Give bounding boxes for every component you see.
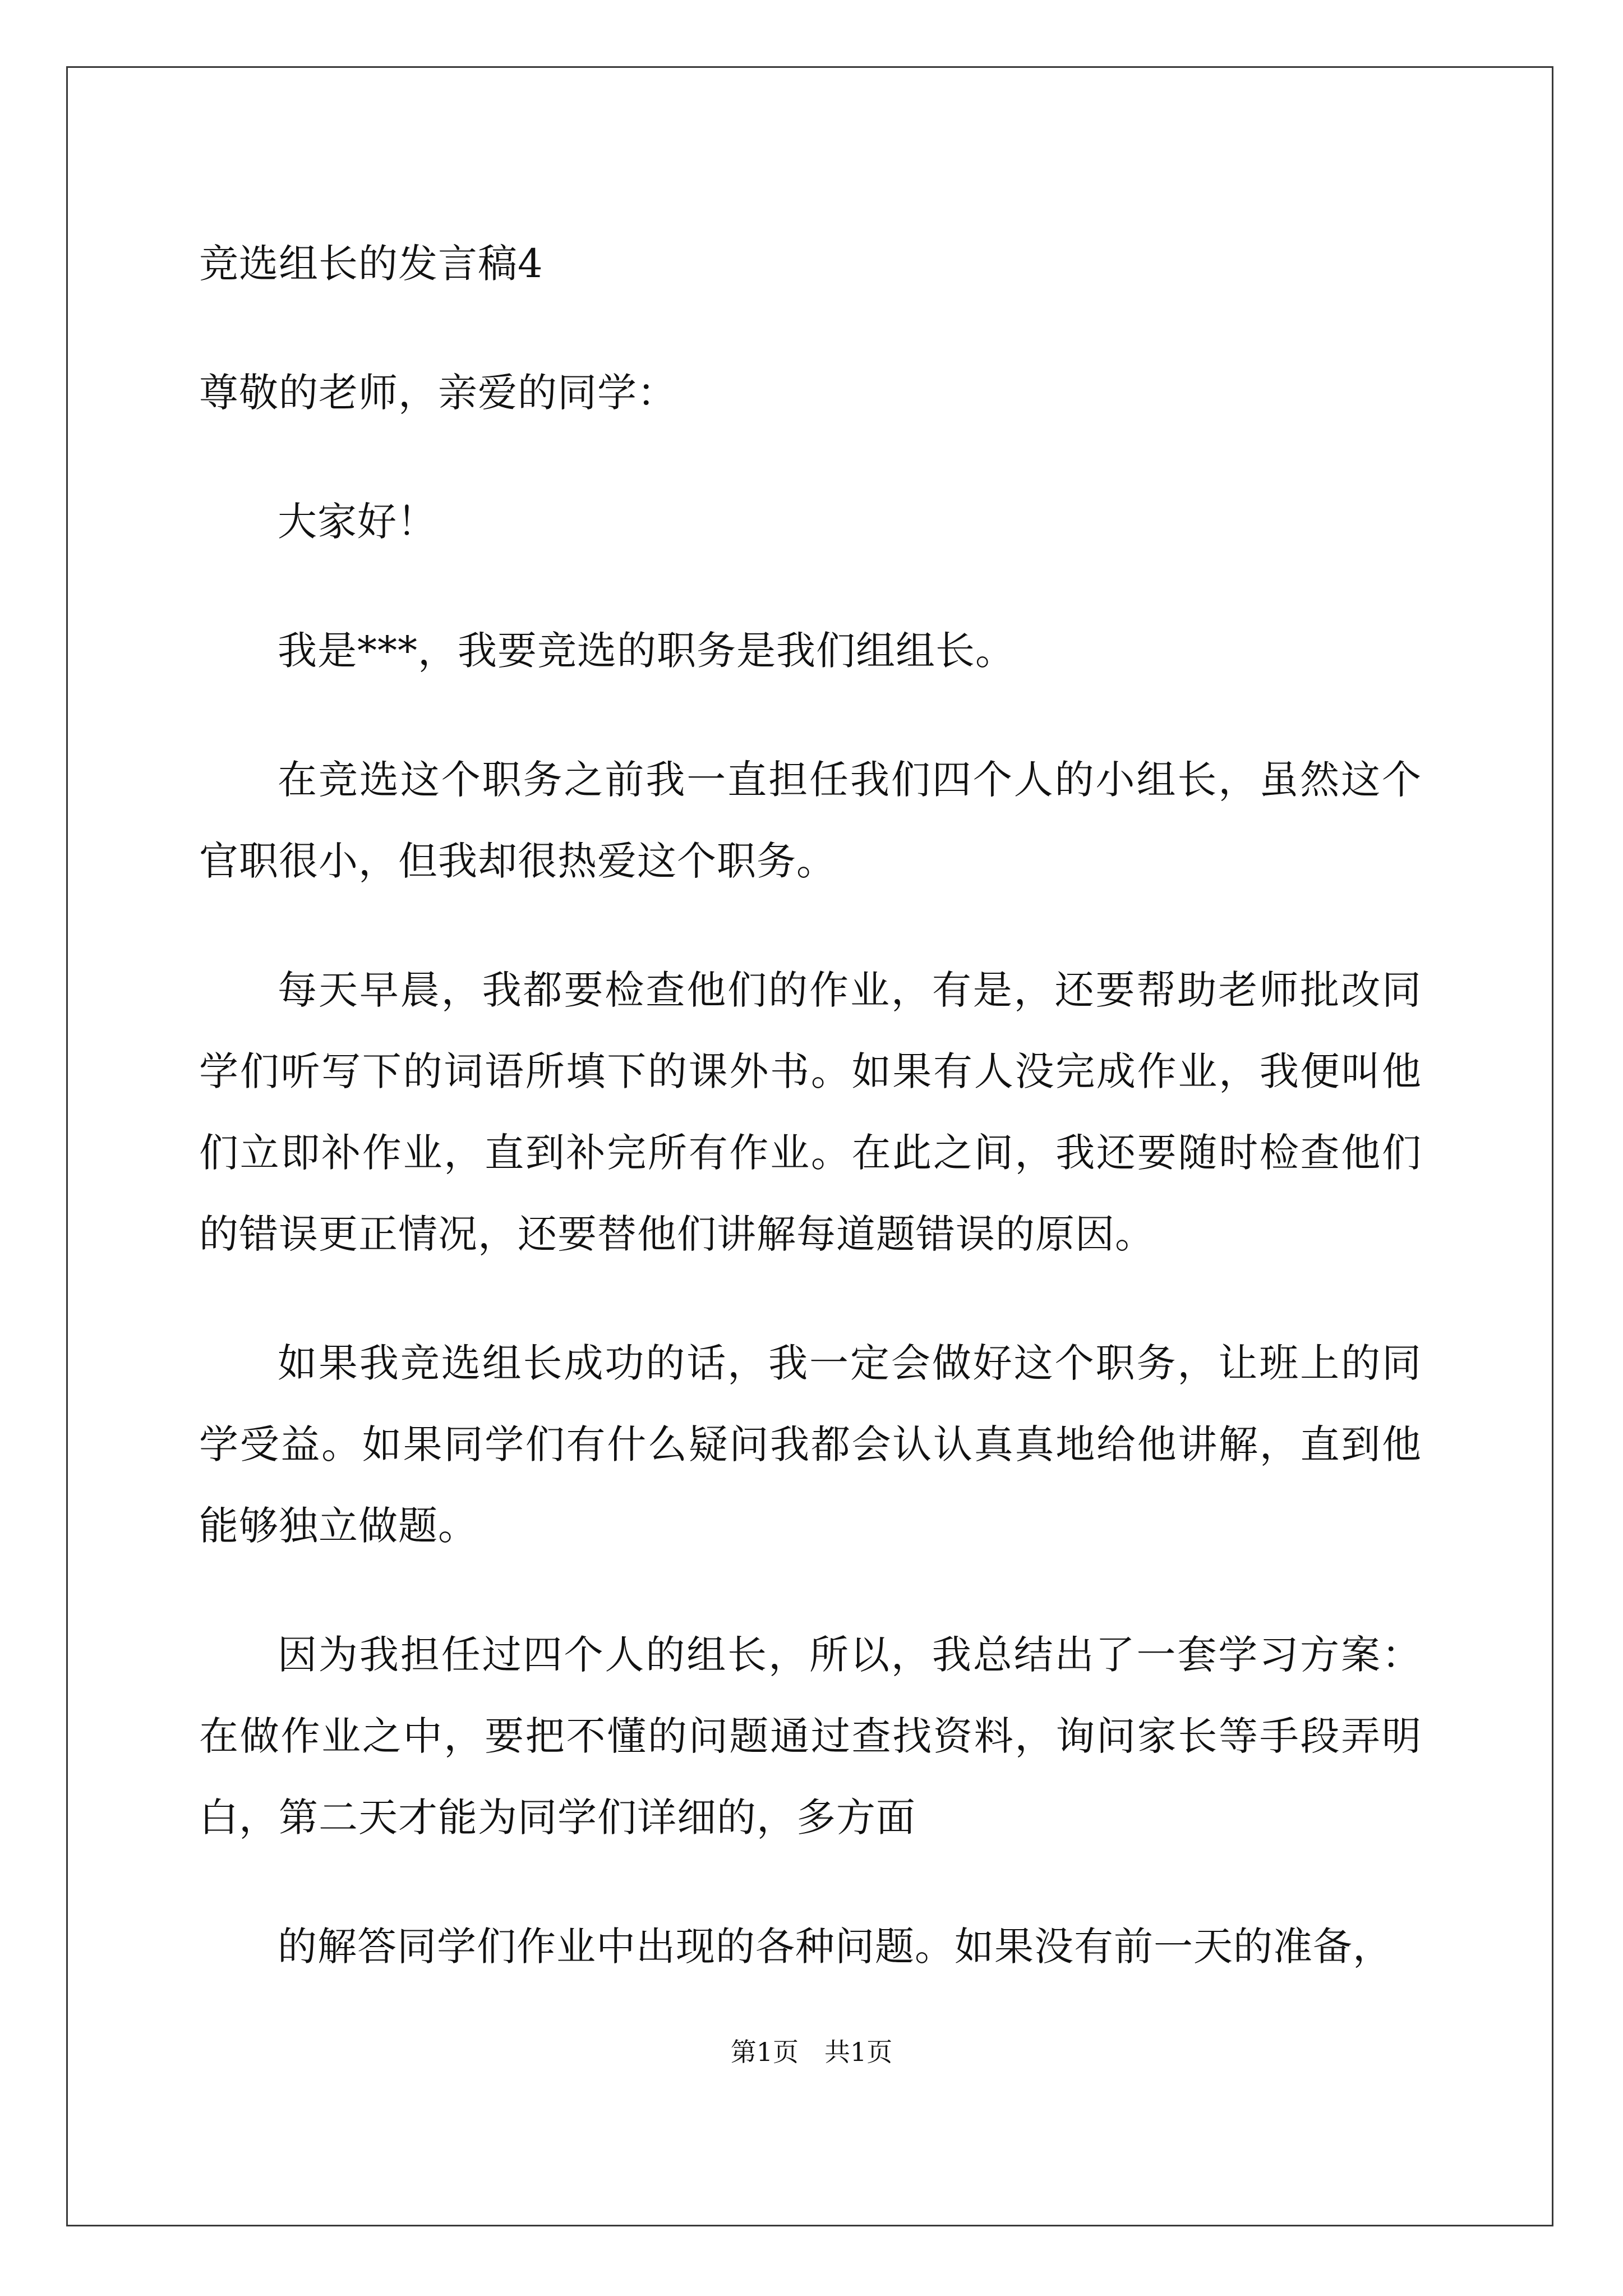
paragraph-promise: 如果我竞选组长成功的话，我一定会做好这个职务，让班上的同学受益。如果同学们有什么疑问我都会认认真真地给他讲解，直到他能够独立做题。 [199,1340,1422,1549]
paragraph-experience: 在竞选这个职务之前我一直担任我们四个人的小组长，虽然这个官职很小，但我却很热爱这个职务。 [199,757,1422,884]
paragraph-daily-duties: 每天早晨，我都要检查他们的作业，有是，还要帮助老师批改同学们听写下的词语所填下的课外书。如果有人没完成作业，我便叫他们立即补作业，直到补完所有作业。在此之间，我还要随时检查他们的错误更正情况，还要替他们讲解每道题错误的原因。 [199,967,1422,1257]
paragraph-greeting: 大家好！ [278,499,437,545]
paragraph-study-plan: 因为我担任过四个人的组长，所以，我总结出了一套学习方案：在做作业之中，要把不懂的问题通过查找资料，询问家长等手段弄明白，第二天才能为同学们详细的，多方面 [199,1632,1422,1841]
page-footer: 第1页 共1页 [730,2037,893,2067]
paragraph-introduction: 我是***，我要竞选的职务是我们组组长。 [278,628,1015,674]
salutation: 尊敬的老师，亲爱的同学： [199,370,677,416]
paragraph-continuation: 的解答同学们作业中出现的各种问题。如果没有前一天的准备， [278,1924,1393,1970]
document-body [199,223,1422,2035]
document-title: 竞选组长的发言稿4 [199,241,543,287]
